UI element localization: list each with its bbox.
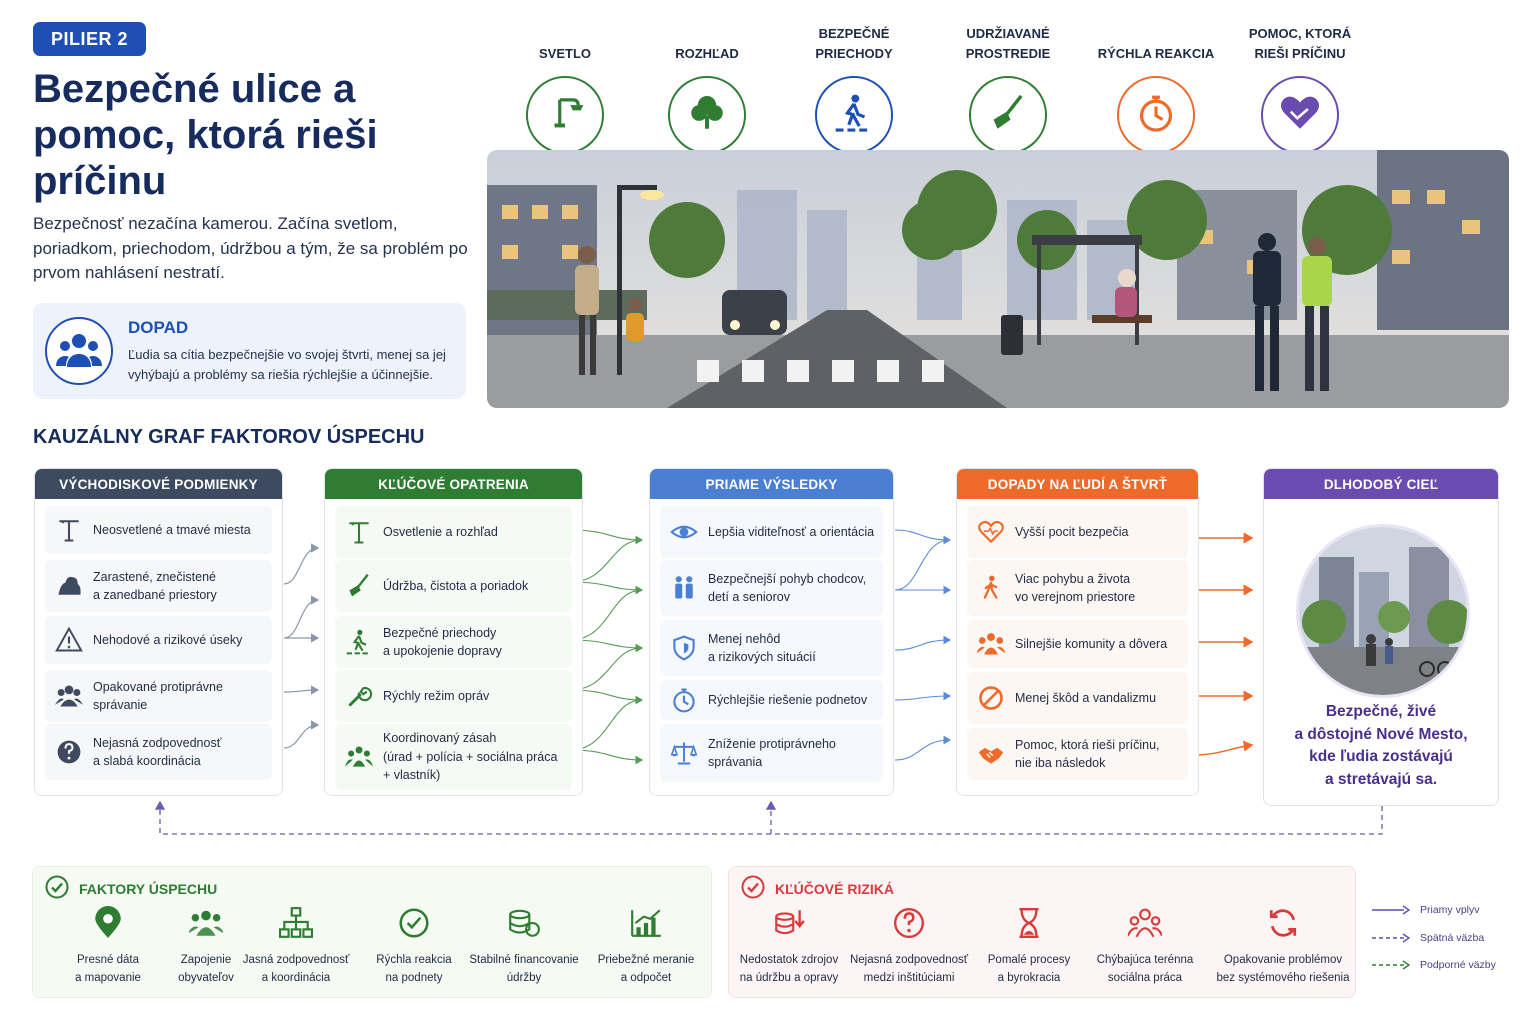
success-factors-title: FAKTORY ÚSPECHU	[79, 880, 218, 897]
risk-4	[1215, 903, 1351, 987]
column-3-item-4-text: Pomoc, ktorá rieši príčinu, nie iba následok	[1015, 737, 1160, 770]
legend-label-1: Spätná väzba	[1420, 932, 1485, 944]
column-2-item-0-text: Lepšia viditeľnosť a orientácia	[708, 524, 875, 539]
family-icon	[660, 574, 708, 602]
broom-icon	[987, 92, 1029, 139]
eye-icon	[660, 518, 708, 546]
column-0-item-0-text: Neosvetlené a tmavé miesta	[93, 522, 251, 537]
tree-icon	[686, 92, 728, 139]
walking-person-icon	[967, 574, 1015, 602]
column-2-item-0	[660, 506, 883, 558]
column-0-item-3-text: Opakované protiprávne správanie	[93, 679, 223, 712]
org-chart-icon	[237, 903, 355, 943]
topic-circle-4	[1117, 76, 1195, 154]
legend-label-0: Priamy vplyv	[1420, 904, 1480, 916]
heart-handshake-icon	[1279, 92, 1321, 139]
column-3-item-0-text: Vyšší pocit bezpečia	[1015, 524, 1129, 539]
column-2-item-2-text: Menej nehôd a rizikových situácií	[708, 631, 816, 664]
risk-0-text: Nedostatok zdrojov na údržbu a opravy	[739, 954, 839, 984]
success-factors-panel	[32, 866, 712, 998]
handshake-icon	[967, 740, 1015, 768]
community-icon	[967, 630, 1015, 658]
question-icon	[45, 738, 93, 766]
key-risks-title: KĽÚČOVÉ RIZIKÁ	[775, 880, 894, 897]
question-circle-icon	[849, 903, 969, 943]
pedestrian-crossing-icon	[833, 92, 875, 139]
clock-check-icon	[355, 903, 473, 943]
lamp-icon	[45, 516, 93, 544]
risk-check-icon	[741, 875, 765, 902]
coins-down-icon	[729, 903, 849, 943]
goal-text: Bezpečné, živé a dôstojné Nové Mesto, kde ľudia zostávajú a stretávajú sa.	[1294, 703, 1468, 788]
column-0-item-1	[45, 560, 272, 612]
column-2	[649, 468, 894, 796]
goal-column-header: DLHODOBÝ CIEĽ	[1264, 469, 1498, 499]
column-1	[324, 468, 583, 796]
column-3-item-2-text: Silnejšie komunity a dôvera	[1015, 636, 1168, 651]
hourglass-icon	[969, 903, 1089, 943]
column-header-0: VÝCHODISKOVÉ PODMIENKY	[35, 469, 282, 499]
column-2-item-4	[660, 724, 883, 782]
overgrown-bush-icon	[45, 572, 93, 600]
column-1-item-1-text: Údržba, čistota a poriadok	[383, 578, 529, 593]
risk-2	[969, 903, 1089, 987]
legend-label-2: Podporné väzby	[1420, 959, 1496, 971]
column-0-item-4-text: Nejasná zodpovednosť a slabá koordinácia	[93, 735, 222, 768]
topic-circle-5	[1261, 76, 1339, 154]
shield-icon	[660, 634, 708, 662]
topic-circle-2	[815, 76, 893, 154]
risk-4-text: Opakovanie problémov bez systémového riešenia	[1216, 954, 1350, 984]
coins-icon	[465, 903, 583, 943]
intro-text: Bezpečnosť nezačína kamerou. Začína svetlom, poriadkom, priechodom, údržbou a tým, že sa problém po prvom nahlásení nestratí.	[33, 214, 468, 282]
group-icon	[45, 682, 93, 710]
success-factor-3-text: Rýchla reakcia na podnety	[376, 954, 452, 984]
risk-1	[849, 903, 969, 987]
long-term-goal-column	[1263, 468, 1499, 806]
column-1-item-3-text: Rýchly režim opráv	[383, 688, 490, 703]
heart-icon	[967, 518, 1015, 546]
column-2-item-1-text: Bezpečnejší pohyb chodcov, detí a seniorov	[708, 571, 867, 604]
success-factor-5-text: Priebežné meranie a odpočet	[597, 954, 695, 984]
risk-0	[729, 903, 849, 987]
column-3	[956, 468, 1199, 796]
wrench-icon	[335, 682, 383, 710]
column-0-item-4	[45, 724, 272, 780]
success-factor-2	[237, 903, 355, 987]
column-header-2: PRIAME VÝSLEDKY	[650, 469, 893, 499]
column-1-item-2	[335, 616, 572, 668]
stopwatch-icon	[1135, 92, 1177, 139]
column-1-item-4-text: Koordinovaný zásah (úrad + polícia + sociálna práca + vlastník)	[383, 731, 558, 783]
success-factor-4-text: Stabilné financovanie údržby	[469, 954, 579, 984]
topic-label-1: ROZHĽAD	[675, 46, 739, 61]
column-0-item-3	[45, 670, 272, 722]
topic-label-4: RÝCHLA REAKCIA	[1097, 46, 1215, 61]
cycle-icon	[1215, 903, 1351, 943]
column-1-item-0	[335, 506, 572, 558]
social-work-icon	[1085, 903, 1205, 943]
column-2-item-3	[660, 680, 883, 720]
success-factor-5	[587, 903, 705, 987]
street-scene-illustration	[487, 150, 1509, 408]
column-0-item-0	[45, 506, 272, 554]
key-risks-panel	[728, 866, 1356, 998]
street-lamp-icon	[544, 92, 586, 139]
topic-circle-1	[668, 76, 746, 154]
causal-graph-title: KAUZÁLNY GRAF FAKTOROV ÚSPECHU	[33, 426, 425, 448]
column-header-1: KĽÚČOVÉ OPATRENIA	[325, 469, 582, 499]
legend-line-2	[1372, 960, 1410, 970]
column-3-item-0	[967, 506, 1188, 558]
column-3-item-1	[967, 560, 1188, 616]
column-3-item-2	[967, 620, 1188, 668]
page-title: Bezpečné ulice a pomoc, ktorá rieši príčinu	[33, 67, 378, 203]
column-0-item-2-text: Nehodové a rizikové úseky	[93, 632, 243, 647]
team-icon	[335, 743, 383, 771]
column-0-item-2	[45, 616, 272, 664]
legend-line-0	[1372, 905, 1410, 915]
column-2-item-3-text: Rýchlejšie riešenie podnetov	[708, 692, 868, 707]
column-3-item-3-text: Menej škôd a vandalizmu	[1015, 690, 1157, 705]
legend-item-2	[1372, 959, 1496, 971]
success-factor-2-text: Jasná zodpovednosť a koordinácia	[242, 954, 350, 984]
success-factor-3	[355, 903, 473, 987]
legend-line-1	[1372, 933, 1410, 943]
column-3-item-4	[967, 728, 1188, 780]
lamp-icon	[335, 518, 383, 546]
check-circle-icon	[45, 875, 69, 902]
topic-circle-0	[526, 76, 604, 154]
column-2-item-2	[660, 620, 883, 676]
risk-3	[1085, 903, 1205, 987]
impact-title: DOPAD	[128, 318, 189, 337]
pedestrian-crossing-icon	[335, 628, 383, 656]
topic-circle-3	[969, 76, 1047, 154]
column-1-item-1	[335, 560, 572, 612]
legend-item-1	[1372, 932, 1484, 944]
risk-2-text: Pomalé procesy a byrokracia	[987, 954, 1071, 984]
column-0	[34, 468, 283, 796]
risk-3-text: Chýbajúca terénna sociálna práca	[1096, 954, 1194, 984]
column-1-item-3	[335, 670, 572, 722]
column-3-item-1-text: Viac pohybu a života vo verejnom priestore	[1015, 571, 1136, 604]
stopwatch-icon	[660, 686, 708, 714]
topic-label-0: SVETLO	[538, 46, 591, 61]
risk-1-text: Nejasná zodpovednosť medzi inštitúciami	[849, 954, 969, 984]
goal-neighborhood-illustration	[1296, 524, 1470, 698]
column-1-item-4	[335, 724, 572, 790]
pillar-badge: PILIER 2	[33, 22, 146, 56]
column-2-item-1	[660, 560, 883, 616]
prohibited-icon	[967, 684, 1015, 712]
column-0-item-1-text: Zarastené, znečistené a zanedbané priestory	[93, 569, 217, 602]
topic-label-3: UDRŽIAVANÉ PROSTREDIE	[965, 26, 1051, 61]
scales-icon	[660, 739, 708, 767]
column-1-item-0-text: Osvetlenie a rozhľad	[383, 524, 498, 539]
impact-text: Ľudia sa cítia bezpečnejšie vo svojej štvrti, menej sa jej vyhýbajú a problémy sa riešia rýchlejšie a účinnejšie.	[128, 347, 446, 382]
impact-box	[33, 303, 466, 399]
column-header-3: DOPADY NA ĽUDÍ A ŠTVRŤ	[957, 469, 1198, 499]
people-group-icon	[45, 317, 113, 385]
column-1-item-2-text: Bezpečné priechody a upokojenie dopravy	[383, 625, 502, 658]
chart-growth-icon	[587, 903, 705, 943]
topic-label-5: POMOC, KTORÁ RIEŠI PRÍČINU	[1248, 26, 1352, 61]
warning-triangle-icon	[45, 626, 93, 654]
column-2-item-4-text: Zníženie protiprávneho správania	[708, 736, 836, 769]
success-factor-4	[465, 903, 583, 987]
broom-icon	[335, 572, 383, 600]
topic-label-2: BEZPEČNÉ PRIECHODY	[815, 26, 893, 61]
column-3-item-3	[967, 672, 1188, 724]
success-factor-1-text: Zapojenie obyvateľov	[178, 954, 234, 984]
success-factor-0-text: Presné dáta a mapovanie	[75, 954, 141, 984]
legend-item-0	[1372, 904, 1480, 916]
